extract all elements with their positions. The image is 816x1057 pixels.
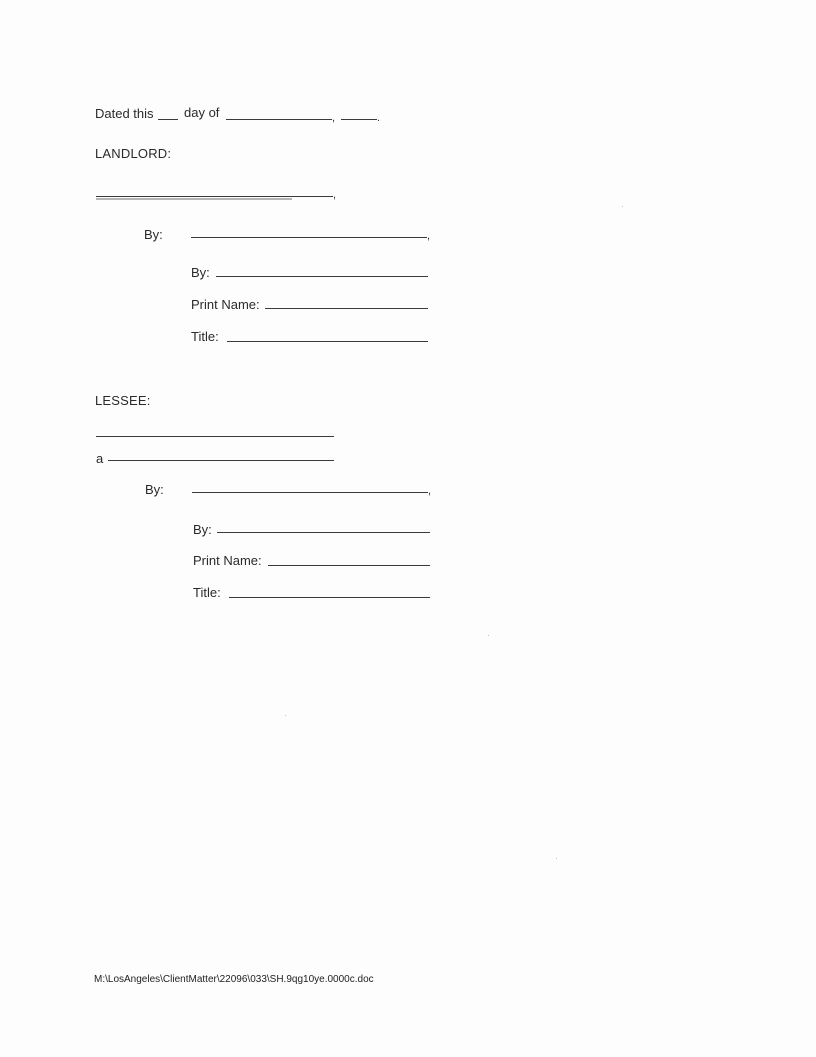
day-blank <box>158 119 178 120</box>
month-blank <box>226 119 332 120</box>
lessee-a-label: a <box>96 451 104 466</box>
dated-comma: , <box>332 112 336 124</box>
scan-speck <box>556 858 557 859</box>
file-path-footer: M:\LosAngeles\ClientMatter\22096\033\SH.9qg10ye.0000c.doc <box>94 974 374 985</box>
lessee-by-inner-label: By: <box>193 522 212 537</box>
landlord-print-name-label: Print Name: <box>191 297 260 312</box>
lessee-name-blank <box>96 436 334 437</box>
lessee-entity-blank <box>108 460 334 461</box>
lessee-heading: LESSEE: <box>95 393 151 408</box>
landlord-name-blank <box>96 196 333 197</box>
landlord-print-name-blank <box>265 308 428 309</box>
landlord-by-outer-comma: , <box>427 230 431 242</box>
lessee-by-outer-blank <box>192 492 428 493</box>
landlord-heading: LANDLORD: <box>95 146 172 161</box>
landlord-by-inner-label: By: <box>191 265 210 280</box>
landlord-by-outer-blank <box>191 237 427 238</box>
lessee-print-name-blank <box>268 565 430 566</box>
landlord-by-outer-label: By: <box>144 227 163 242</box>
dated-middle: day of <box>184 105 220 120</box>
landlord-title-blank <box>227 341 428 342</box>
year-blank <box>341 119 377 120</box>
lessee-title-label: Title: <box>193 585 221 600</box>
landlord-name-blank-faded <box>96 198 292 200</box>
lessee-by-outer-label: By: <box>145 482 164 497</box>
landlord-by-inner-blank <box>216 276 428 277</box>
lessee-title-blank <box>229 597 430 598</box>
dated-period: . <box>377 112 381 124</box>
lessee-by-outer-comma: , <box>428 485 432 497</box>
lessee-by-inner-blank <box>217 532 430 533</box>
lessee-print-name-label: Print Name: <box>193 553 262 568</box>
landlord-title-label: Title: <box>191 329 219 344</box>
scan-speck <box>622 206 623 207</box>
landlord-name-comma: , <box>333 189 337 201</box>
scan-speck <box>285 715 286 716</box>
scan-speck <box>488 635 489 636</box>
dated-prefix: Dated this <box>95 106 154 121</box>
